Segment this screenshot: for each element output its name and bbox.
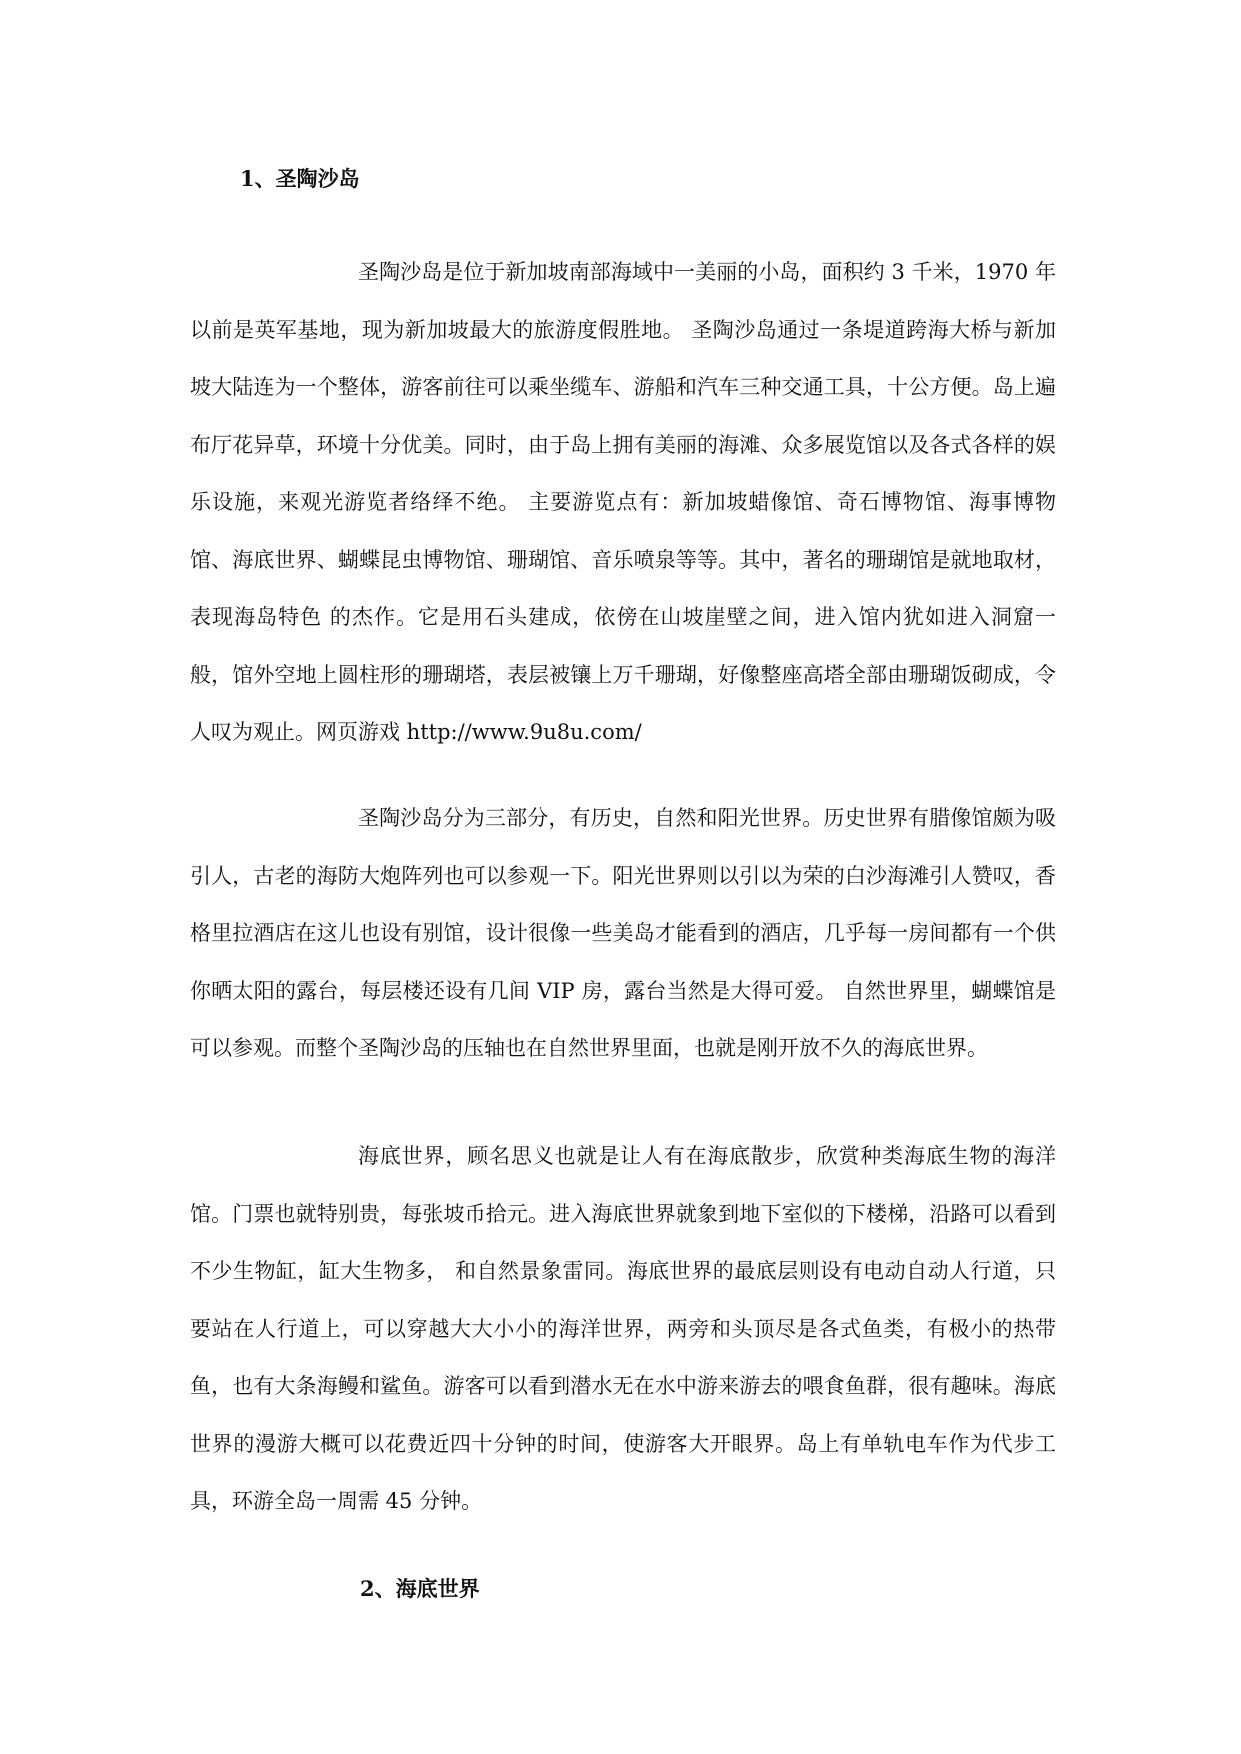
section-heading-santosa: 1、圣陶沙岛 xyxy=(240,166,360,191)
paragraph-underwater-world: 海底世界，顾名思义也就是让人有在海底散步，欣赏种类海底生物的海洋馆。门票也就特别贵，每张坡币拾元。进入海底世界就象到地下室似的下楼梯，沿路可以看到不少生物缸，缸大生物多， 和自然景象雷同。海底世界的最底层则设有电动自动人行道，只要站在人行道上，可以穿越大大小小的海洋世界，两旁和头顶尽是各式鱼类，有极小的热带鱼，也有大条海鳗和鲨鱼。游客可以看到潜水无在水中游来游去的喂食鱼群，很有趣味。海底世界的漫游大概可以花费近四十分钟的时间，使游客大开眼界。岛上有单轨电车作为代步工具，环游全岛一周需 45 分钟。 xyxy=(190,1144,1056,1513)
paragraph-santosa-intro: 圣陶沙岛是位于新加坡南部海域中一美丽的小岛，面积约 3 千米，1970 年以前是英军基地，现为新加坡最大的旅游度假胜地。 圣陶沙岛通过一条堤道跨海大桥与新加坡大陆连为一个整体，游客前往可以乘坐缆车、游船和汽车三种交通工具，十公方便。岛上遍布厅花异草，环境十分优美。同时，由于岛上拥有美丽的海滩、众多展览馆以及各式各样的娱乐设施，来观光游览者络绎不绝。 主要游览点有：新加坡蜡像馆、奇石博物馆、海事博物馆、海底世界、蝴蝶昆虫博物馆、珊瑚馆、音乐喷泉等等。其中，著名的珊瑚馆是就地取材，表现海岛特色 的杰作。它是用石头建成，依傍在山坡崖壁之间，进入馆内犹如进入洞窟一般，馆外空地上圆柱形的珊瑚塔，表层被镶上万千珊瑚，好像整座高塔全部由珊瑚饭砌成，令人叹为观止。网页游戏 http://www.9u8u.com/ xyxy=(190,260,1056,744)
paragraph-santosa-three-parts: 圣陶沙岛分为三部分，有历史，自然和阳光世界。历史世界有腊像馆颇为吸引人，古老的海防大炮阵列也可以参观一下。阳光世界则以引以为荣的白沙海滩引人赞叹，香格里拉酒店在这儿也设有别馆，设计很像一些美岛才能看到的酒店，几乎每一房间都有一个供你晒太阳的露台，每层楼还设有几间 VIP 房，露台当然是大得可爱。 自然世界里，蝴蝶馆是可以参观。而整个圣陶沙岛的压轴也在自然世界里面，也就是刚开放不久的海底世界。 xyxy=(190,806,1056,1060)
section-heading-underwater-world: 2、海底世界 xyxy=(360,1576,480,1601)
